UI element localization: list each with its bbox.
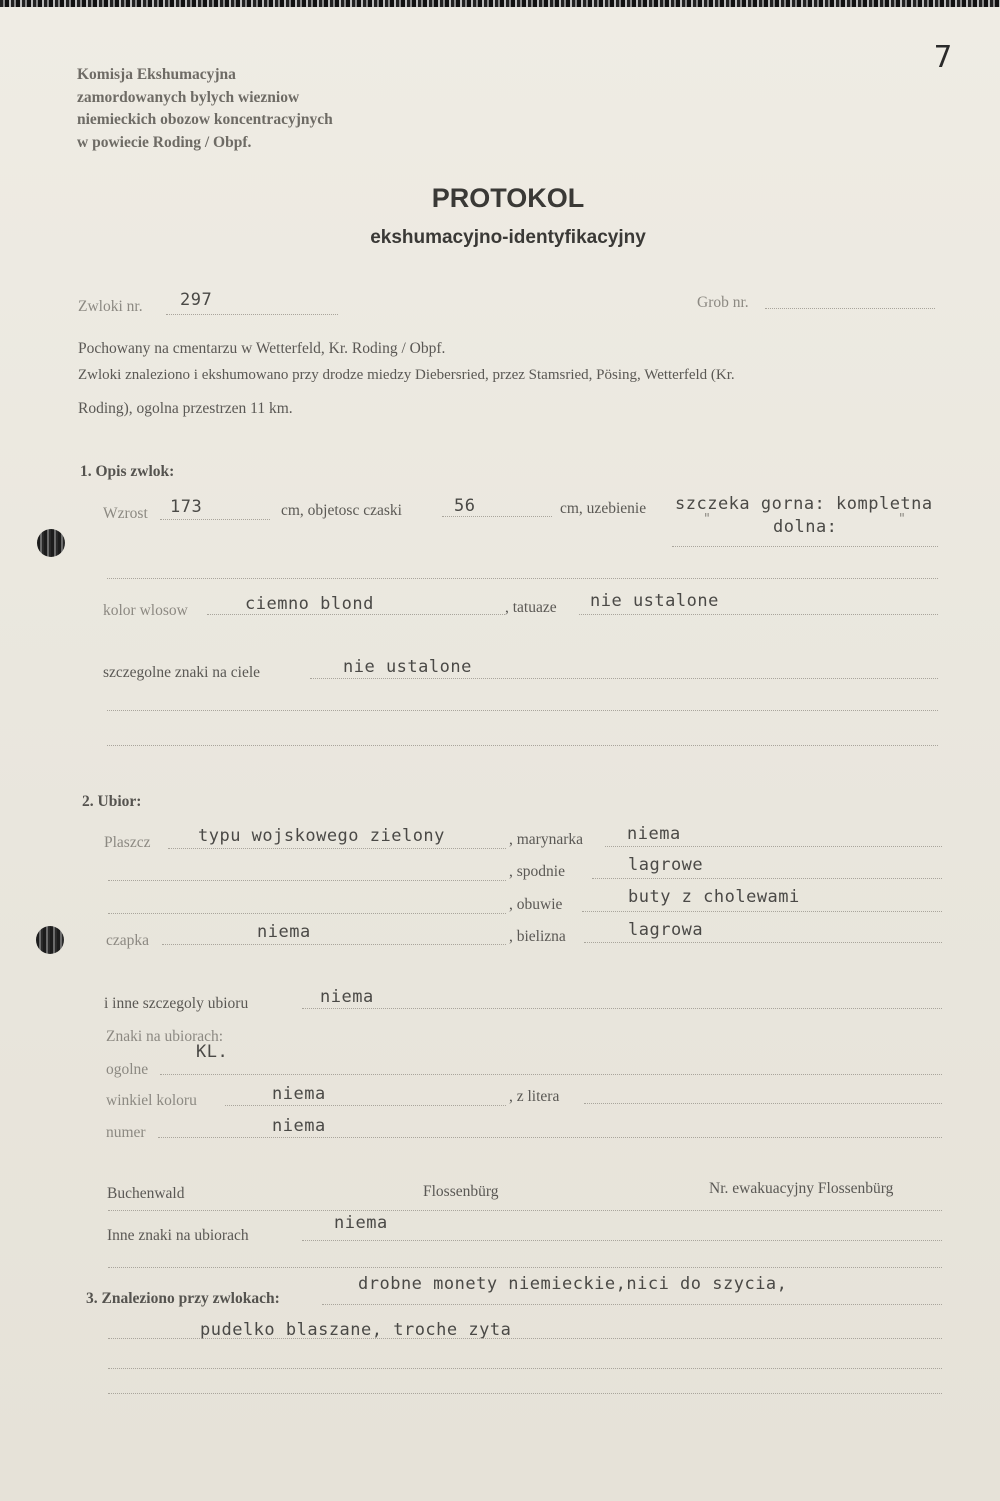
czapka-line [162,944,506,945]
found-items-line-3 [108,1368,942,1369]
hair-line [207,614,505,615]
zwloki-line [166,314,338,315]
ubior-blank-line-2 [108,913,506,914]
tattoo-line [579,614,938,615]
punch-hole-top [37,529,65,557]
hair-label: kolor wlosow [103,602,188,619]
teeth-ditto-2: " [898,512,907,527]
numer-value: niema [272,1116,326,1136]
ogolne-value: KL. [196,1042,229,1062]
numer-label: numer [106,1124,146,1141]
blank-line-1 [107,578,938,579]
plaszcz-value: typu wojskowego zielony [198,826,445,846]
zwloki-value: 297 [180,290,213,310]
spodnie-label: , spodnie [509,863,565,880]
grob-label: Grob nr. [697,294,749,311]
tattoo-value: nie ustalone [590,591,719,611]
spodnie-line [592,878,942,879]
marynarka-value: niema [627,824,681,844]
marynarka-label: , marynarka [509,831,584,848]
spodnie-value: lagrowe [628,855,704,875]
inne-szczegoly-line [302,1008,942,1009]
inne-szczegoly-value: niema [320,987,374,1007]
header-line-3: niemieckich obozow koncentracyjnych [77,111,333,128]
czaska-label: cm, objetosc czaski [281,502,402,519]
bielizna-label: , bielizna [509,928,566,945]
czapka-label: czapka [106,932,150,949]
obuwie-value: buty z cholewami [628,887,800,907]
ewakuacyjny-label: Nr. ewakuacyjny Flossenbürg [709,1180,894,1197]
uzebienie-label: cm, uzebienie [560,500,647,517]
inne-szczegoly-label: i inne szczegoly ubioru [104,995,249,1012]
marks-value: nie ustalone [343,657,472,677]
punch-hole-bottom [36,926,64,954]
teeth-upper-value: szczeka gorna: kompletna [675,494,933,514]
plaszcz-line [168,848,506,849]
ogolne-line [160,1074,942,1075]
czaska-line [442,516,552,517]
header-line-1: Komisja Ekshumacyjna [77,66,236,83]
znaki-label: Znaki na ubiorach: [106,1028,224,1045]
marks-label: szczegolne znaki na ciele [103,664,261,681]
found-items-line-2 [108,1338,942,1339]
czaska-value: 56 [454,496,476,516]
found-items-line-4 [108,1393,942,1394]
inne-znaki-line [302,1240,942,1241]
teeth-lower-value: dolna: [773,517,838,537]
czapka-value: niema [257,922,311,942]
found-items-value-1: drobne monety niemieckie,nici do szycia, [358,1274,788,1294]
section-2-heading: 2. Ubior: [82,793,142,810]
page-number: 7 [934,40,953,75]
blank-line-2 [107,710,938,711]
buried-text: Pochowany na cmentarzu w Wetterfeld, Kr. Roding / Obpf. [78,340,446,357]
flossenburg-label: Flossenbürg [423,1183,499,1200]
wzrost-label: Wzrost [103,505,148,522]
ubior-blank-line-1 [108,880,506,881]
wzrost-line [160,519,270,520]
litera-line [584,1103,942,1104]
numer-line [158,1137,942,1138]
winkiel-value: niema [272,1084,326,1104]
marynarka-line [605,846,942,847]
section-1-heading: 1. Opis zwlok: [80,463,175,480]
found-items-line-1 [322,1304,942,1305]
buchenwald-label: Buchenwald [107,1185,185,1202]
wzrost-value: 173 [170,497,203,517]
header-line-2: zamordowanych bylych wiezniow [77,89,300,106]
found-items-value-2: pudelko blaszane, troche zyta [200,1320,512,1340]
section-3-heading: 3. Znaleziono przy zwlokach: [86,1290,280,1307]
plaszcz-label: Plaszcz [104,834,151,851]
found-text-line-1: Zwloki znaleziono i ekshumowano przy drodze miedzy Diebersried, przez Stamsried, Pösing, Wetterfeld (Kr. [78,367,735,383]
blank-line-3 [107,745,938,746]
header-line-4: w powiecie Roding / Obpf. [77,134,252,151]
winkiel-line [225,1105,506,1106]
teeth-line [672,546,938,547]
teeth-ditto-1: " [703,512,712,527]
found-text-line-2: Roding), ogolna przestrzen 11 km. [78,400,293,417]
tattoo-label: , tatuaze [505,599,557,616]
blank-line-4 [108,1267,942,1268]
document-title: PROTOKOL [431,183,585,213]
document-subtitle: ekshumacyjno-identyfikacyjny [370,227,646,248]
bielizna-value: lagrowa [628,920,704,940]
scan-edge-strip [0,0,1000,7]
bielizna-line [584,942,942,943]
litera-label: , z litera [509,1088,560,1105]
camp-numbers-line [108,1210,942,1211]
marks-line [310,678,938,679]
obuwie-line [582,911,942,912]
ogolne-label: ogolne [106,1061,149,1078]
inne-znaki-value: niema [334,1213,388,1233]
zwloki-label: Zwloki nr. [78,298,143,315]
winkiel-label: winkiel koloru [106,1092,197,1109]
inne-znaki-label: Inne znaki na ubiorach [107,1227,249,1244]
grob-line [765,308,935,309]
obuwie-label: , obuwie [509,896,563,913]
hair-value: ciemno blond [245,594,374,614]
